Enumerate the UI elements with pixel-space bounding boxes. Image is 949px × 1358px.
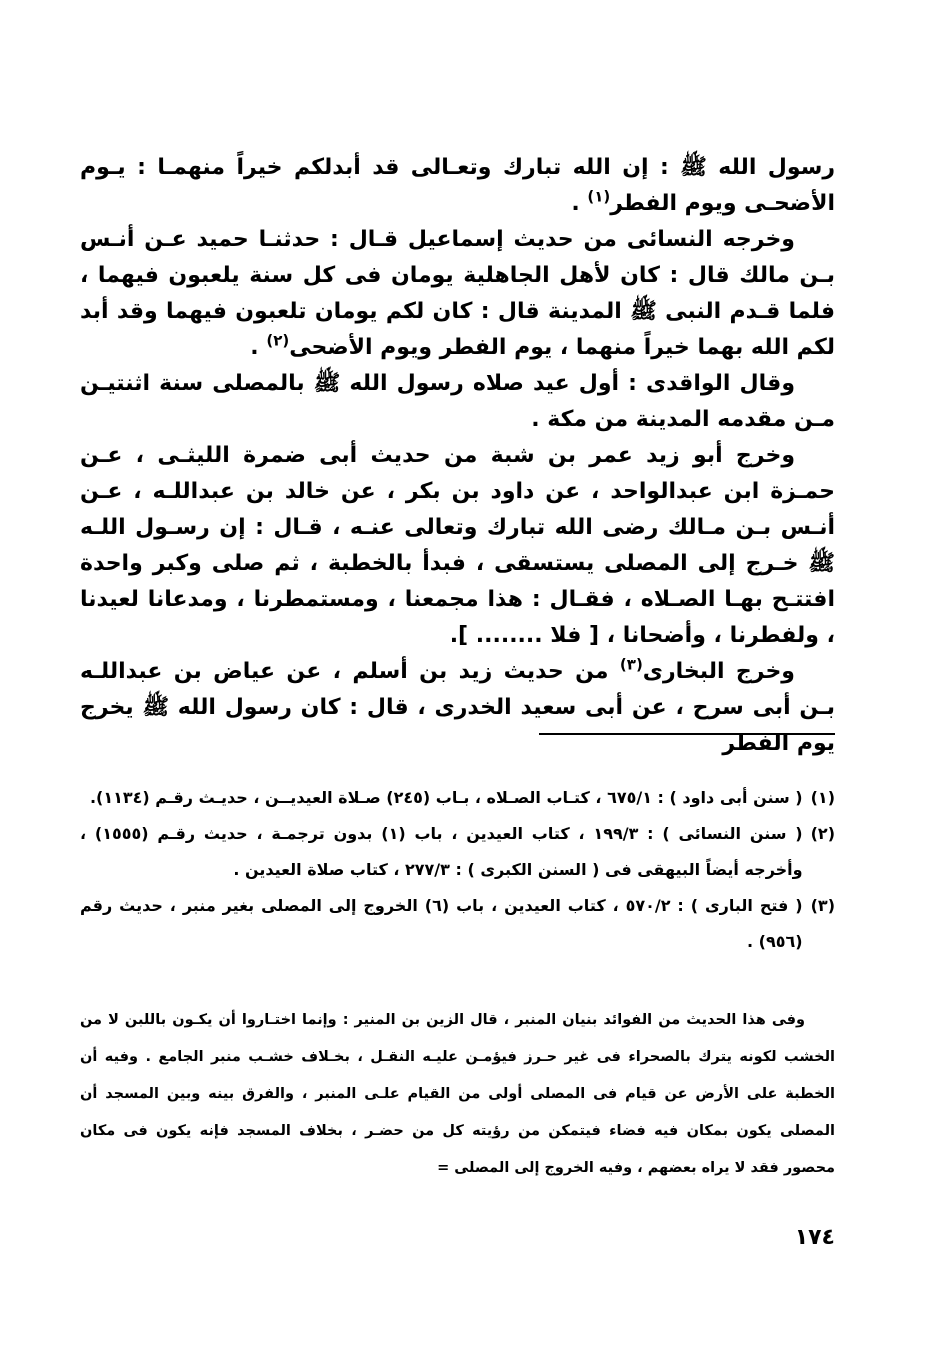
paragraph-text: وخرج أبو زيد عمر بن شبة من حديث أبى ضمرة الليثـى ، عـن حمـزة ابن عبدالواحد ، عن داود بن بكر ، عن خالد بن عبداللـه ، عـن أنـس بـن مـالك رضى الله تبارك وتعالى عنـه ، قـال : إن رسـول اللـه ﷺ خـرج إلى المصلى يستسقى ، فبدأ بالخطبة ، ثم صلى وكبر واحدة افتتـح بهـا الصـلاه ، فقـال : هذا مجمعنا ، ومستمطرنا ، ومدعانا لعيدنا ، ولفطرنا ، وأضحانا ، [ فلا ........ ]. — [80, 443, 835, 648]
paragraph-4 — [80, 438, 835, 654]
page-number: ١٧٤ — [794, 1225, 835, 1250]
paragraph-3 — [80, 366, 835, 438]
footnote-3 — [80, 888, 835, 960]
paragraph-2 — [80, 222, 835, 366]
footnote-number: (٢) — [810, 824, 835, 843]
footnote-text: ( سنن أبى داود ) : ٦٧٥/١ ، كتـاب الصـلاه ، بـاب (٢٤٥) صـلاة العيديــن ، حديـث رقـم (١١٣٤). — [89, 788, 803, 807]
paragraph-1 — [80, 150, 835, 222]
paragraph-text: وخرج البخارى — [642, 659, 795, 684]
commentary-text: وفى هذا الحديث من الفوائد بنيان المنبر ، قال الزين بن المنير : وإنما اختـاروا أن يكـون باللبن لا من الخشب لكونه يترك بالصحراء فى غير حـرز فيؤمـن عليـه النقـل ، بخـلاف خشـب منبر الجامع . وفيه أن الخطبة على الأرض عن قيام فى المصلى أولى من القيام علـى المنبر ، والفرق بينه وبين المسجد أن المصلى يكون بمكان فيه فضاء فيتمكن من رؤيته كل من حضـر ، بخلاف المسجد فإنه يكون فى مكان محصور فقد لا يراه بعضهم ، وفيه الخروج إلى المصلى = — [80, 1012, 835, 1176]
paragraph-text: رسول الله ﷺ : إن الله تبارك وتعـالى قد أبدلكم خيراً منهمـا : يـوم الأضحـى ويوم الفطر — [80, 155, 835, 216]
footnote-2 — [80, 816, 835, 888]
paragraph-5 — [80, 654, 835, 762]
paragraph-text: وخرجه النسائى من حديث إسماعيل قـال : حدثنـا حميد عـن أنـس بـن مالك قال : كان لأهل الجاهلية يومان فى كل سنة يلعبون فيهما ، فلما قـدم النبى ﷺ المدينة قال : كان لكم يومان تلعبون فيهما وقد أبد لكم الله بهما خيراً منهما ، يوم الفطر ويوم الأضحى — [80, 227, 835, 360]
main-text — [80, 150, 835, 762]
footnotes — [80, 780, 835, 960]
footnote-text: ( سنن النسائى ) : ١٩٩/٣ ، كتاب العيدين ، باب (١) بدون ترجمـة ، حديث رقـم (١٥٥٥) ، وأخرجه أيضاً البيهقى فى ( السنن الكبرى ) : ٢٧٧/٣ ، كتاب صلاة العيدين . — [80, 824, 803, 879]
paragraph-tail: . — [571, 191, 588, 216]
paragraph-tail: . — [250, 335, 267, 360]
book-page — [80, 150, 835, 1270]
footnote-text: ( فتح البارى ) : ٥٧٠/٢ ، كتاب العيدين ، باب (٦) الخروج إلى المصلى بغير منبر ، حديث رقم (٩٥٦) . — [80, 896, 803, 951]
footnote-marker: (٢) — [266, 331, 290, 350]
footnote-separator — [539, 733, 835, 735]
footnote-1 — [80, 780, 835, 816]
paragraph-text: وقال الواقدى : أول عيد صلاه رسول الله ﷺ بالمصلى سنة اثنتيـن مـن مقدمه المدينة من مكة . — [80, 371, 835, 432]
footnote-marker: (٣) — [619, 655, 643, 674]
commentary — [80, 1002, 835, 1187]
footnote-number: (١) — [810, 788, 835, 807]
footnote-number: (٣) — [810, 896, 835, 915]
paragraph-tail: من حديث زيد بن أسلم ، عن عياض بن عبداللـه بـن أبى سرح ، عن أبى سعيد الخدرى ، قال : كان رسول الله ﷺ يخرج يوم الفطر — [80, 659, 835, 756]
footnote-marker: (١) — [587, 187, 611, 206]
